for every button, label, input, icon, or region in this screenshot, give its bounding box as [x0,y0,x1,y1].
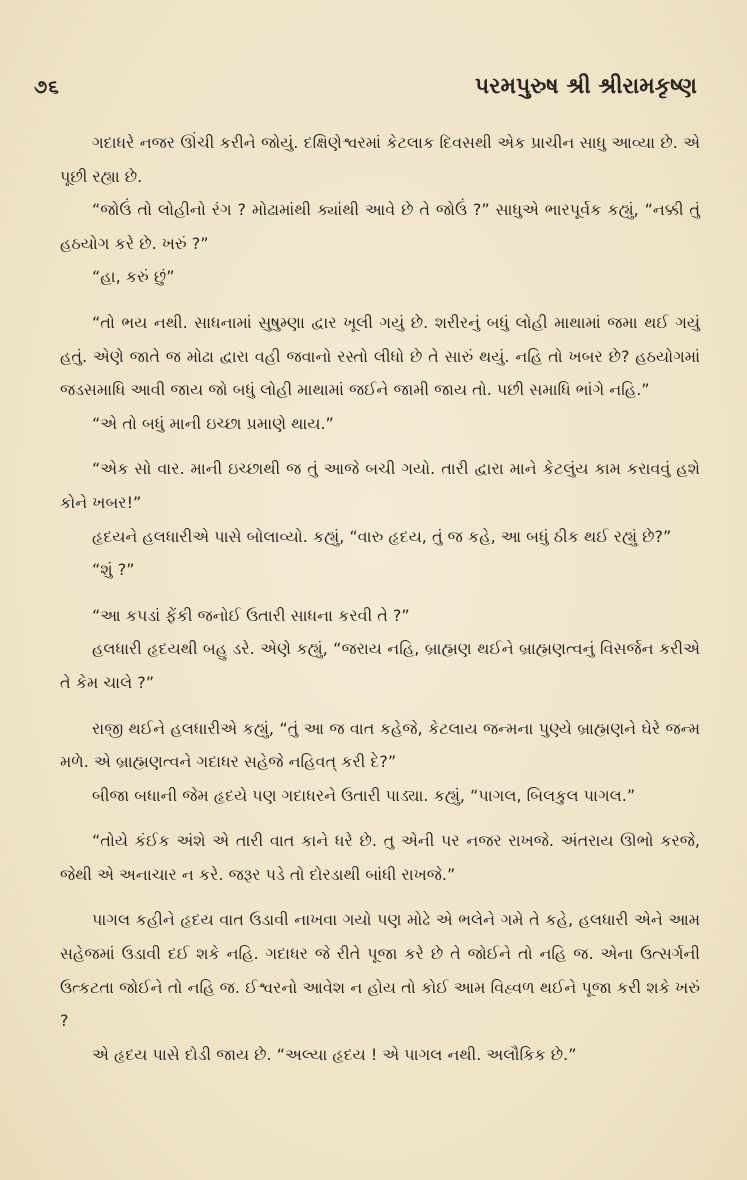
paragraph: “હા, કરું છું” [92,267,175,287]
paragraph: પાગલ કહીને હૃદય વાત ઉડાવી નાખવા ગયો પણ મોઢે એ ભલેને ગમે તે કહે, હલધારી એને આમ સહેજમાં ઉડાવી દઈ શકે નહિ. ગદાધર જે રીતે પૂજા કરે છે તે જોઈને તો નહિ જ. એના ઉત્સર્ગની ઉત્કટતા જોઈને તો નહિ જ. ઈશ્વરનો આવેશ ન હોય તો કોઈ આમ વિહ્વળ થઈને પૂજા કરી શકે ખરું ? [60,910,700,1031]
body-text [60,126,700,1071]
paragraph: “એક સો વાર. માની ઇચ્છાથી જ તું આજે બચી ગયો. તારી દ્વારા માને કેટલુંય કામ કરાવવું હશે કોને ખબર!” [60,459,700,512]
paragraph: એ હૃદય પાસે દોડી જાય છે. “અલ્યા હૃદય ! એ પાગલ નથી. અલૌકિક છે.” [92,1044,577,1064]
paragraph: “આ કપડાં ફેંકી જનોઈ ઉતારી સાધના કરવી તે ?” [92,605,410,625]
paragraph: “તો ભય નથી. સાધનામાં સુષુમ્ણા દ્વાર ખૂલી ગયું છે. શરીરનું બધું લોહી માથામાં જમા થઈ ગયું હતું. એણે જાતે જ મોઢા દ્વારા વહી જવાનો રસ્તો લીધો છે તે સારું થયું. નહિ તો ખબર છે? હઠયોગમાં જડસમાધિ આવી જાય જો બધું લોહી માથામાં જઈને જામી જાય તો. પછી સમાધિ ભાંગે નહિ.” [60,312,700,400]
paragraph: હલધારી હૃદયથી બહુ ડરે. એણે કહ્યું, “જરાય નહિ, બ્રાહ્મણ થઈને બ્રાહ્મણત્વનું વિસર્જન કરીએ તે કેમ ચાલે ?” [60,639,700,692]
paragraph: “જોઉં તો લોહીનો રંગ ? મોઢામાંથી ક્યાંથી આવે છે તે જોઉં ?” સાધુએ ભારપૂર્વક કહ્યું, “નક્કી તું હઠયોગ કરે છે. ખરું ?” [60,200,700,253]
paragraph: “એ તો બધું માની ઇચ્છા પ્રમાણે થાય.” [92,413,334,433]
paragraph: બીજા બધાની જેમ હૃદયે પણ ગદાધરને ઉતારી પાડ્યા. કહ્યું, “પાગલ, બિલકુલ પાગલ.” [92,785,636,805]
paragraph: હૃદયને હલધારીએ પાસે બોલાવ્યો. કહ્યું, “વારુ હૃદય, તું જ કહે, આ બધું ઠીક થઈ રહ્યું છે?” [92,526,672,546]
paragraph: રાજી થઈને હલધારીએ કહ્યું, “તું આ જ વાત કહેજે, કેટલાય જન્મના પુણ્યે બ્રાહ્મણને ઘેરે જન્મ મળે. એ બ્રાહ્મણત્વને ગદાધર સહેજે નહિવત્ કરી દે?” [60,718,700,772]
paragraph: ગદાધરે નજર ઊંચી કરીને જોયું. દક્ષિણેશ્વરમાં કેટલાક દિવસથી એક પ્રાચીન સાધુ આવ્યા છે. એ પૂછી રહ્યા છે. [60,133,700,186]
paragraph: “શું ?” [92,560,135,580]
paragraph: “તોયે કંઈક અંશે એ તારી વાત કાને ધરે છે. તુ એની પર નજર રાખજે. અંતરાય ઊભો કરજે, જેથી એ અનાચાર ન કરે. જરૂર પડે તો દોરડાથી બાંધી રાખજે.” [60,831,700,884]
running-title: પરમપુરુષ શ્રી શ્રીરામકૃષ્ણ [474,74,697,99]
page-number: ૭૬ [34,76,60,98]
